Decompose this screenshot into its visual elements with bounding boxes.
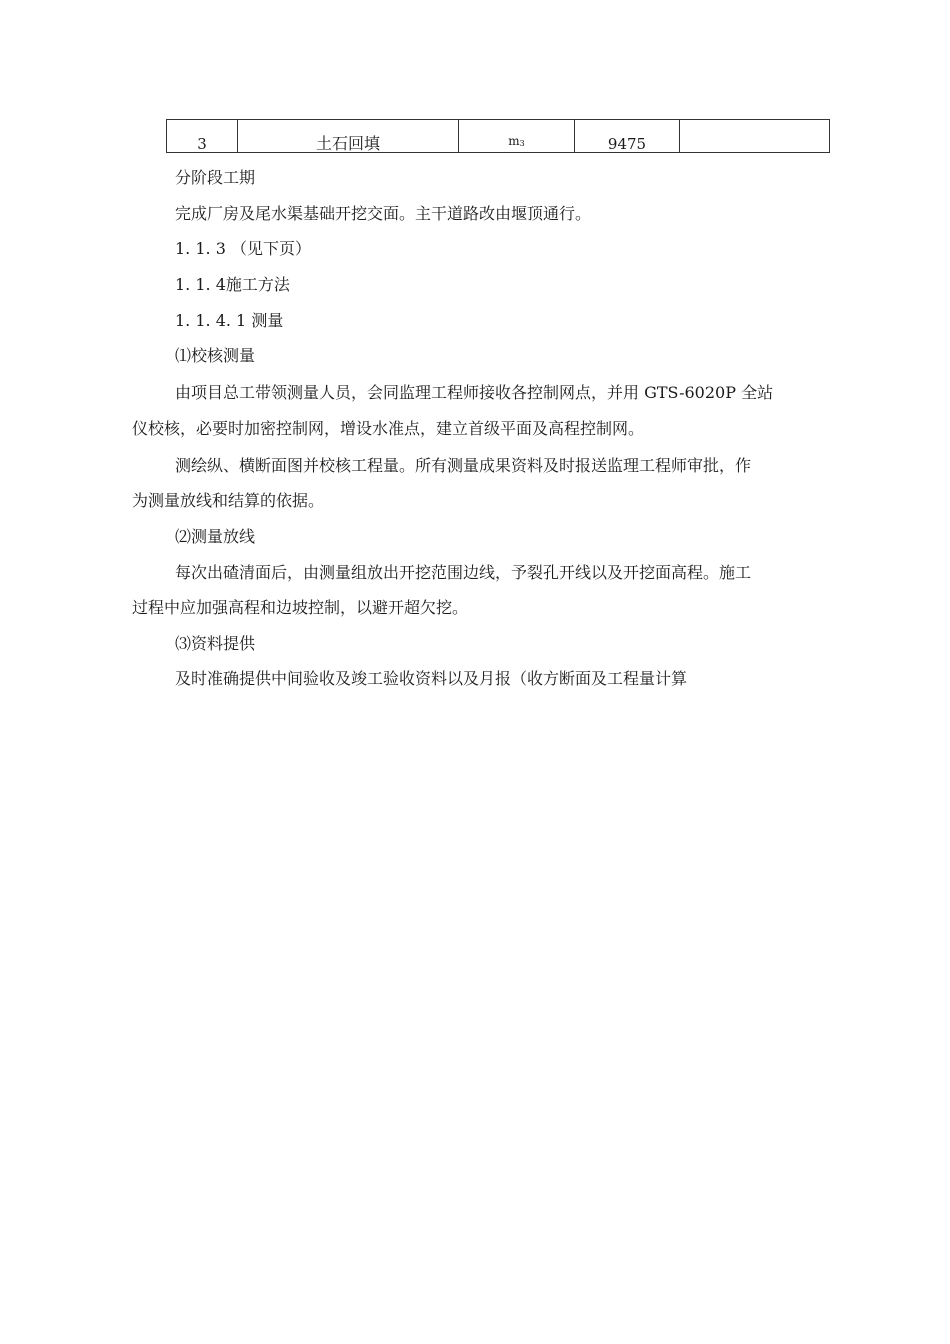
stage-title: 分阶段工期 bbox=[175, 168, 256, 187]
unit-exponent: 3 bbox=[519, 139, 525, 148]
heading-1-1-4: 1. 1. 4施工方法 bbox=[175, 275, 290, 294]
subsection-1-para-1-line-1: 由项目总工带领测量人员，会同监理工程师接收各控制网点，并用 GTS-6020P 全站 bbox=[175, 383, 774, 402]
stage-text: 完成厂房及尾水渠基础开挖交面。主干道路改由堰顶通行。 bbox=[175, 204, 592, 223]
heading-1-1-3: 1. 1. 3 （见下页） bbox=[175, 239, 311, 258]
subsection-2-para-1-line-1: 每次出碴清面后，由测量组放出开挖范围边线，予裂孔开线以及开挖面高程。施工 bbox=[175, 563, 752, 582]
table-cell-unit bbox=[459, 120, 575, 153]
subsection-1-para-2-line-1: 测绘纵、横断面图并校核工程量。所有测量成果资料及时报送监理工程师审批，作 bbox=[175, 456, 752, 475]
subsection-2-title: ⑵测量放线 bbox=[175, 527, 256, 546]
table-cell-quantity: 9475 bbox=[575, 120, 680, 153]
table-cell-no: 3 bbox=[167, 120, 238, 153]
table-cell-item: 土石回填 bbox=[238, 120, 459, 153]
subsection-1-title: ⑴校核测量 bbox=[175, 346, 256, 365]
subsection-1-para-1-line-2: 仪校核，必要时加密控制网，增设水准点，建立首级平面及高程控制网。 bbox=[132, 419, 645, 438]
subsection-3-para-1-line-1: 及时准确提供中间验收及竣工验收资料以及月报（收方断面及工程量计算 bbox=[175, 669, 688, 688]
quantity-table bbox=[166, 119, 830, 153]
table-cell-remark bbox=[680, 120, 830, 153]
subsection-2-para-1-line-2: 过程中应加强高程和边坡控制，以避开超欠挖。 bbox=[132, 598, 469, 617]
subsection-3-title: ⑶资料提供 bbox=[175, 634, 256, 653]
unit-base: m bbox=[508, 134, 520, 148]
subsection-1-para-2-line-2: 为测量放线和结算的依据。 bbox=[132, 491, 325, 510]
table-row bbox=[167, 120, 830, 153]
heading-1-1-4-1: 1. 1. 4. 1 测量 bbox=[175, 311, 284, 330]
